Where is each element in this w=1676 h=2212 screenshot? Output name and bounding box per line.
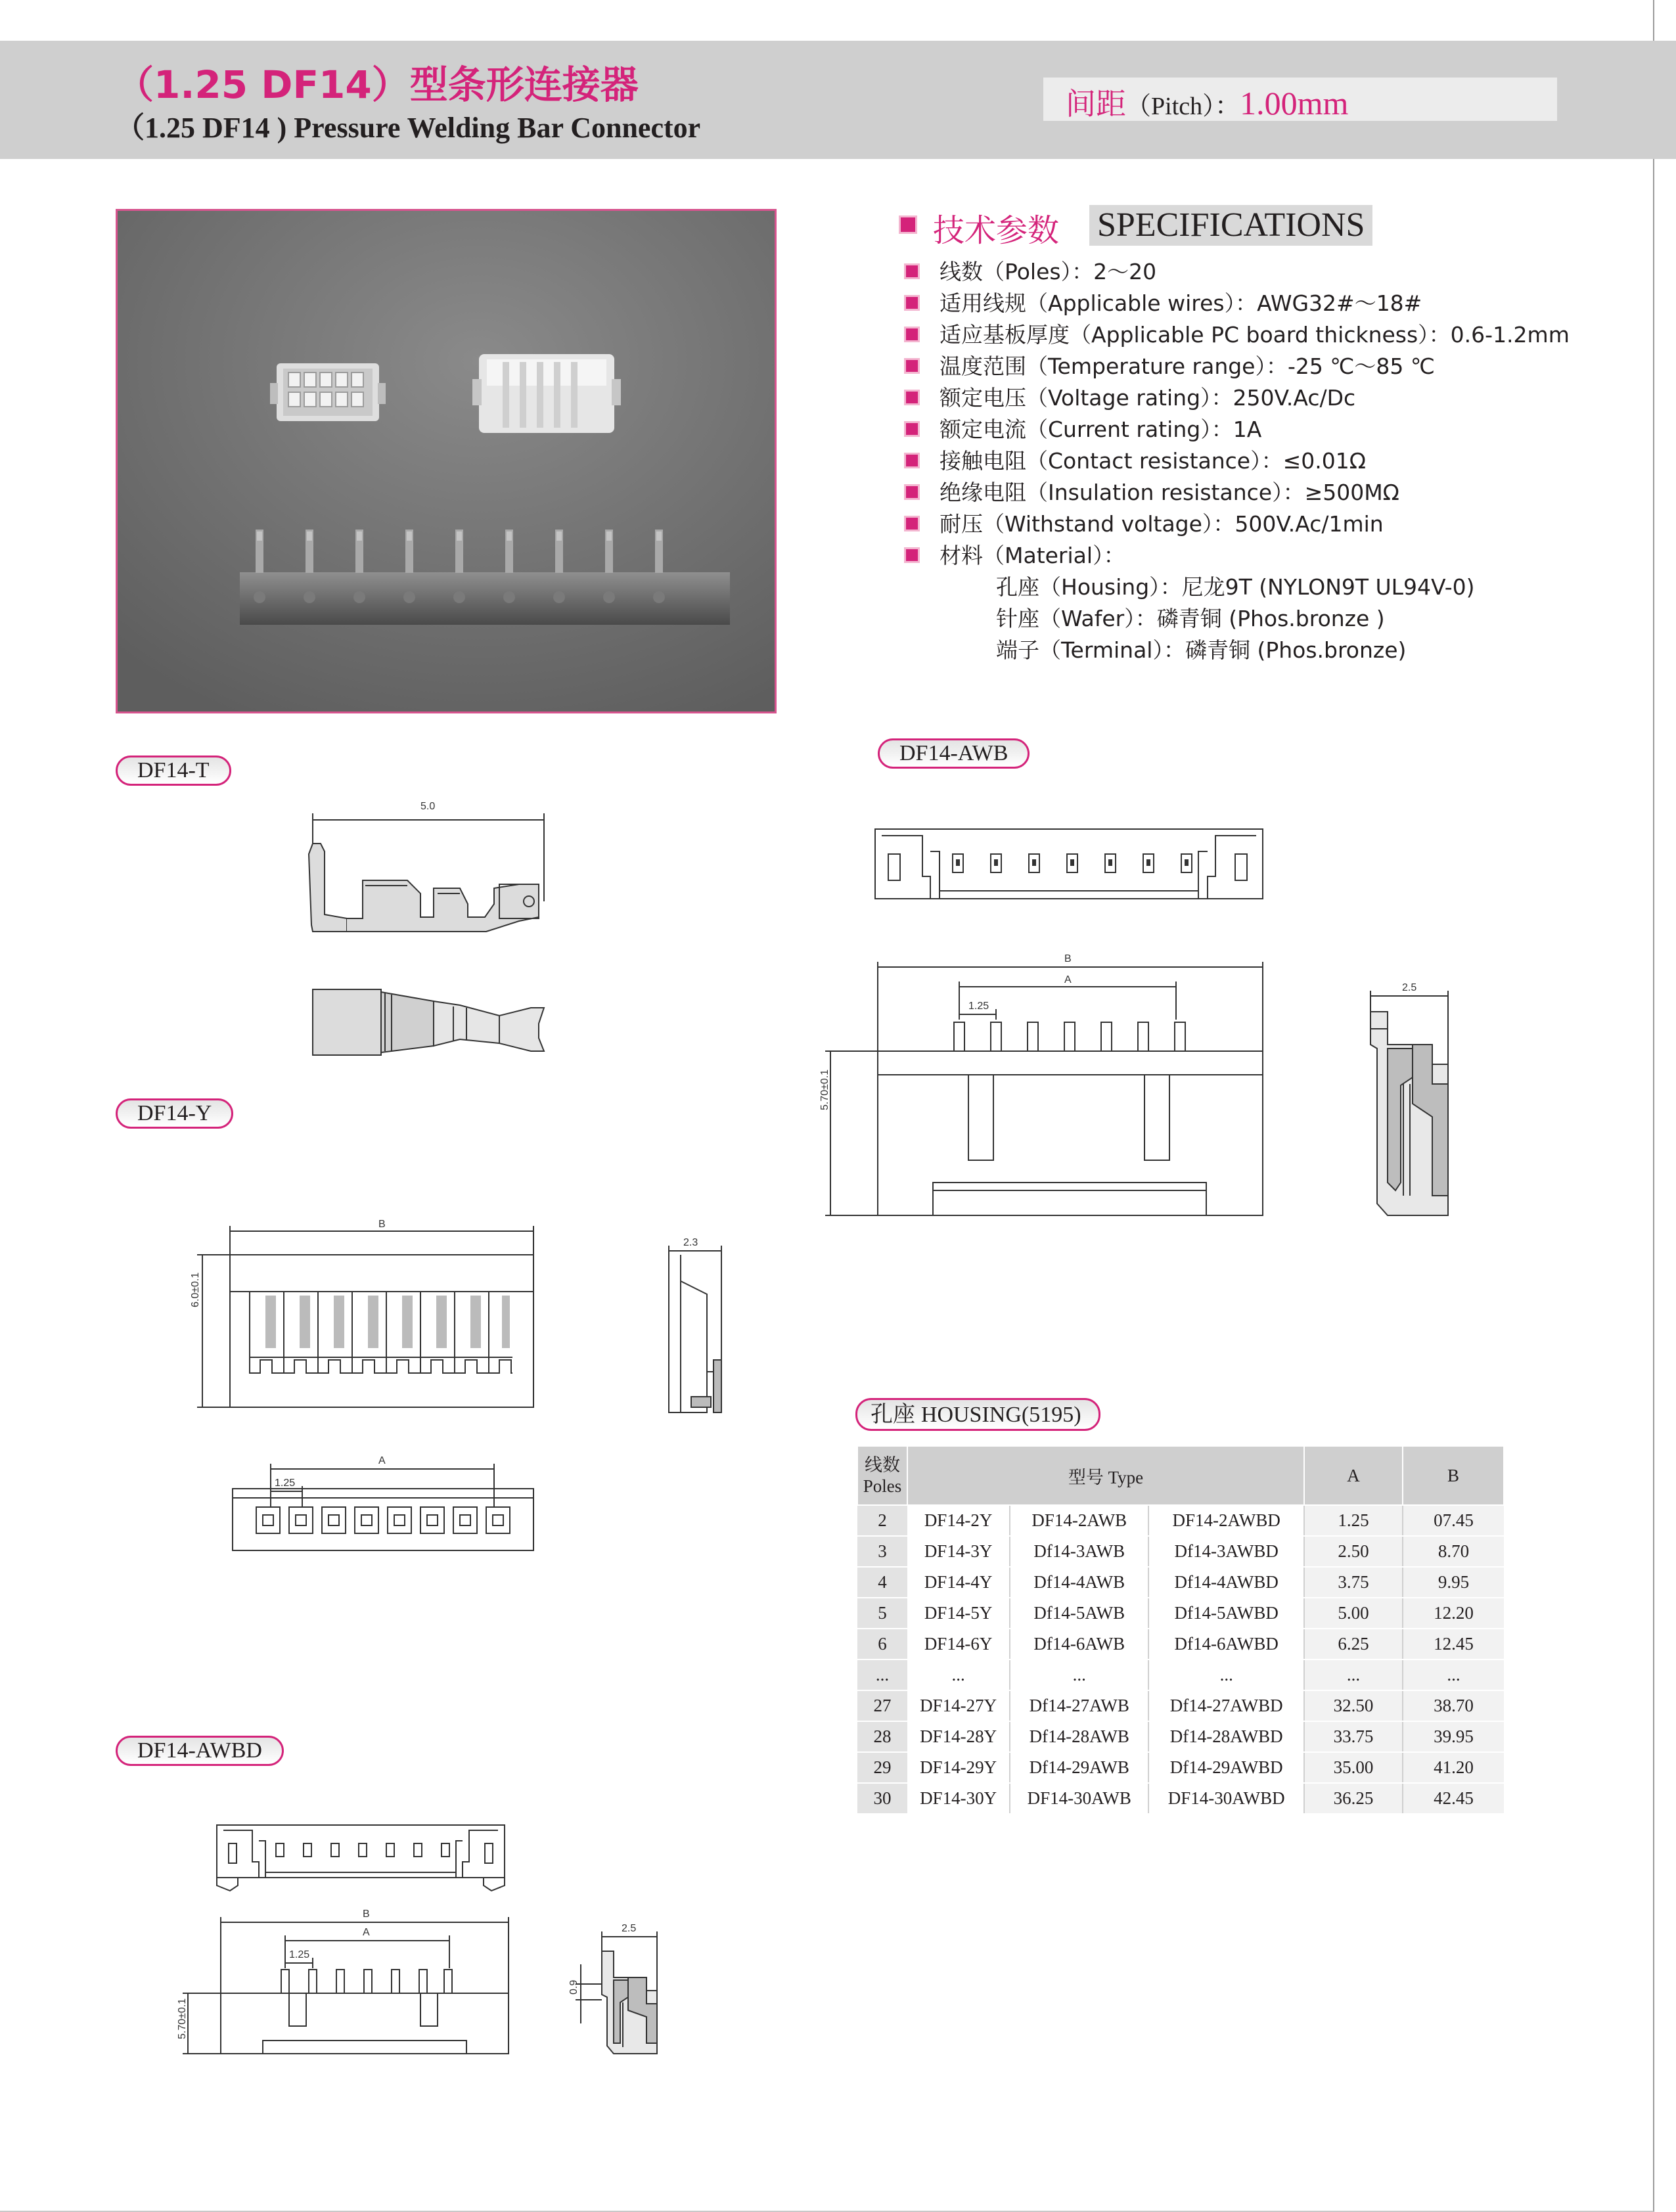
cell-b: 38.70 xyxy=(1403,1690,1504,1721)
spec-item: 绝缘电阻（Insulation resistance）：≥500MΩ xyxy=(904,476,1399,507)
cell-y: DF14-6Y xyxy=(907,1629,1010,1659)
cell-a: 33.75 xyxy=(1304,1721,1403,1752)
cell-awb: Df14-5AWB xyxy=(1010,1598,1148,1629)
dim-y-pitch: 1.25 xyxy=(275,1478,296,1489)
drawing-df14-awbd-side xyxy=(576,1931,657,2054)
cell-b: 9.95 xyxy=(1403,1567,1504,1598)
col-poles: 线数 Poles xyxy=(857,1446,907,1505)
cell-awb: Df14-29AWB xyxy=(1010,1752,1148,1783)
dim-awbd-side: 2.5 xyxy=(622,1923,637,1934)
cell-a: 36.25 xyxy=(1304,1783,1403,1814)
spec-item: 适用线规（Applicable wires）：AWG32#～18# xyxy=(904,286,1422,317)
dim-awb-height: 5.70±0.1 xyxy=(819,1069,830,1110)
table-header-row xyxy=(857,1446,1504,1505)
table-row xyxy=(857,1752,1504,1783)
spec-item: 耐压（Withstand voltage）：500V.Ac/1min xyxy=(904,507,1384,538)
table-row xyxy=(857,1505,1504,1536)
cell-awbd: Df14-27AWBD xyxy=(1148,1690,1304,1721)
cell-a: 5.00 xyxy=(1304,1598,1403,1629)
drawing-df14-awb-front xyxy=(825,962,1263,1215)
cell-poles: 4 xyxy=(857,1567,907,1598)
cell-b: 12.20 xyxy=(1403,1598,1504,1629)
pitch-cn: 间距 xyxy=(1066,86,1126,122)
pitch-en: （Pitch）： xyxy=(1126,93,1240,120)
label-df14-t: DF14-T xyxy=(116,756,231,786)
spec-item: 适应基板厚度（Applicable PC board thickness）：0.6-1.2mm xyxy=(904,318,1570,349)
cell-awbd: Df14-28AWBD xyxy=(1148,1721,1304,1752)
col-type: 型号 Type xyxy=(907,1446,1304,1505)
drawing-df14-y-front xyxy=(197,1226,533,1407)
table-row xyxy=(857,1690,1504,1721)
title-cn: （1.25 DF14）型条形连接器 xyxy=(116,62,639,107)
dim-awb-b: B xyxy=(1064,953,1072,964)
spec-item: 线数（Poles）：2～20 xyxy=(904,255,1156,286)
cell-a: 32.50 xyxy=(1304,1690,1403,1721)
cell-a: ... xyxy=(1304,1659,1403,1690)
cell-awbd: Df14-5AWBD xyxy=(1148,1598,1304,1629)
cell-y: DF14-30Y xyxy=(907,1783,1010,1814)
spec-item: 接触电阻（Contact resistance）：≤0.01Ω xyxy=(904,444,1366,475)
dim-awb-pitch: 1.25 xyxy=(968,1001,989,1012)
cell-awbd: DF14-30AWBD xyxy=(1148,1783,1304,1814)
spec-item: 材料（Material）： xyxy=(904,539,1125,570)
cell-awbd: DF14-2AWBD xyxy=(1148,1505,1304,1536)
cell-poles: ... xyxy=(857,1659,907,1690)
drawing-df14-y-side xyxy=(669,1246,721,1412)
col-a: A xyxy=(1304,1446,1403,1505)
cell-awbd: Df14-4AWBD xyxy=(1148,1567,1304,1598)
housing-label-en: HOUSING(5195) xyxy=(920,1403,1081,1427)
dim-y-b: B xyxy=(378,1219,386,1230)
housing-label-cn: 孔座 xyxy=(871,1401,915,1428)
cell-y: ... xyxy=(907,1659,1010,1690)
drawing-df14-awb-side xyxy=(1370,991,1448,1215)
cell-a: 35.00 xyxy=(1304,1752,1403,1783)
spec-heading-cn: 技术参数 xyxy=(933,212,1060,249)
drawing-df14-t-top xyxy=(313,989,544,1055)
cell-y: DF14-28Y xyxy=(907,1721,1010,1752)
col-b: B xyxy=(1403,1446,1504,1505)
cell-poles: 3 xyxy=(857,1536,907,1567)
cell-awbd: ... xyxy=(1148,1659,1304,1690)
cell-y: DF14-27Y xyxy=(907,1690,1010,1721)
dim-awbd-small: 0.9 xyxy=(568,1979,579,1995)
cell-b: ... xyxy=(1403,1659,1504,1690)
pitch-value: 1.00mm xyxy=(1240,85,1349,122)
material-item: 孔座（Housing）：尼龙9T (NYLON9T UL94V-0) xyxy=(996,574,1475,600)
drawing-df14-awb-top xyxy=(875,829,1263,899)
cell-poles: 29 xyxy=(857,1752,907,1783)
cell-poles: 2 xyxy=(857,1505,907,1536)
cell-awbd: Df14-3AWBD xyxy=(1148,1536,1304,1567)
material-item: 端子（Terminal）：磷青铜 (Phos.bronze) xyxy=(996,637,1407,663)
table-row xyxy=(857,1598,1504,1629)
cell-y: DF14-2Y xyxy=(907,1505,1010,1536)
cell-poles: 30 xyxy=(857,1783,907,1814)
table-row xyxy=(857,1536,1504,1567)
cell-y: DF14-4Y xyxy=(907,1567,1010,1598)
dim-y-a: A xyxy=(378,1455,386,1466)
dim-awbd-pitch: 1.25 xyxy=(289,1949,310,1960)
table-row xyxy=(857,1783,1504,1814)
label-df14-awb: DF14-AWB xyxy=(878,738,1030,769)
dim-awb-a: A xyxy=(1064,974,1072,985)
cell-b: 07.45 xyxy=(1403,1505,1504,1536)
cell-b: 12.45 xyxy=(1403,1629,1504,1659)
spec-item: 额定电压（Voltage rating）：250V.Ac/Dc xyxy=(904,381,1355,412)
cell-awb: Df14-3AWB xyxy=(1010,1536,1148,1567)
cell-awb: Df14-4AWB xyxy=(1010,1567,1148,1598)
table-row xyxy=(857,1721,1504,1752)
cell-awb: DF14-30AWB xyxy=(1010,1783,1148,1814)
dim-awbd-b: B xyxy=(363,1908,370,1920)
spec-item: 额定电流（Current rating）：1A xyxy=(904,413,1261,443)
table-row xyxy=(857,1629,1504,1659)
label-df14-y: DF14-Y xyxy=(116,1098,233,1129)
housing-label xyxy=(855,1398,1100,1431)
cell-a: 1.25 xyxy=(1304,1505,1403,1536)
cell-b: 8.70 xyxy=(1403,1536,1504,1567)
housing-table xyxy=(857,1445,1505,1815)
cell-y: DF14-5Y xyxy=(907,1598,1010,1629)
cell-awb: Df14-28AWB xyxy=(1010,1721,1148,1752)
dim-awbd-a: A xyxy=(363,1927,370,1938)
cell-awb: Df14-6AWB xyxy=(1010,1629,1148,1659)
cell-b: 41.20 xyxy=(1403,1752,1504,1783)
cell-awb: Df14-27AWB xyxy=(1010,1690,1148,1721)
cell-a: 3.75 xyxy=(1304,1567,1403,1598)
cell-a: 6.25 xyxy=(1304,1629,1403,1659)
dim-t-width: 5.0 xyxy=(420,801,436,812)
spec-heading-en: SPECIFICATIONS xyxy=(1089,205,1372,246)
dim-y-height: 6.0±0.1 xyxy=(190,1272,201,1307)
cell-poles: 6 xyxy=(857,1629,907,1659)
material-item: 针座（Wafer）：磷青铜 (Phos.bronze ) xyxy=(996,606,1385,631)
cell-b: 39.95 xyxy=(1403,1721,1504,1752)
cell-b: 42.45 xyxy=(1403,1783,1504,1814)
dim-awb-side: 2.5 xyxy=(1402,982,1417,993)
table-row xyxy=(857,1567,1504,1598)
title-en: （1.25 DF14 ) Pressure Welding Bar Connector xyxy=(116,112,701,144)
dim-y-side: 2.3 xyxy=(683,1237,698,1248)
drawing-df14-awbd-front xyxy=(183,1917,509,2054)
drawing-df14-y-bottom xyxy=(233,1464,533,1550)
cell-a: 2.50 xyxy=(1304,1536,1403,1567)
cell-awbd: Df14-6AWBD xyxy=(1148,1629,1304,1659)
cell-y: DF14-3Y xyxy=(907,1536,1010,1567)
cell-poles: 28 xyxy=(857,1721,907,1752)
cell-awb: DF14-2AWB xyxy=(1010,1505,1148,1536)
cell-awbd: Df14-29AWBD xyxy=(1148,1752,1304,1783)
cell-poles: 5 xyxy=(857,1598,907,1629)
dim-awbd-height: 5.70±0.1 xyxy=(177,1998,188,2039)
table-row xyxy=(857,1659,1504,1690)
cell-poles: 27 xyxy=(857,1690,907,1721)
cell-awb: ... xyxy=(1010,1659,1148,1690)
drawing-df14-t-side xyxy=(309,813,544,932)
spec-item: 温度范围（Temperature range）：-25 ℃～85 ℃ xyxy=(904,350,1435,380)
cell-y: DF14-29Y xyxy=(907,1752,1010,1783)
drawing-df14-awbd-top xyxy=(217,1825,505,1891)
label-df14-awbd: DF14-AWBD xyxy=(116,1736,284,1766)
